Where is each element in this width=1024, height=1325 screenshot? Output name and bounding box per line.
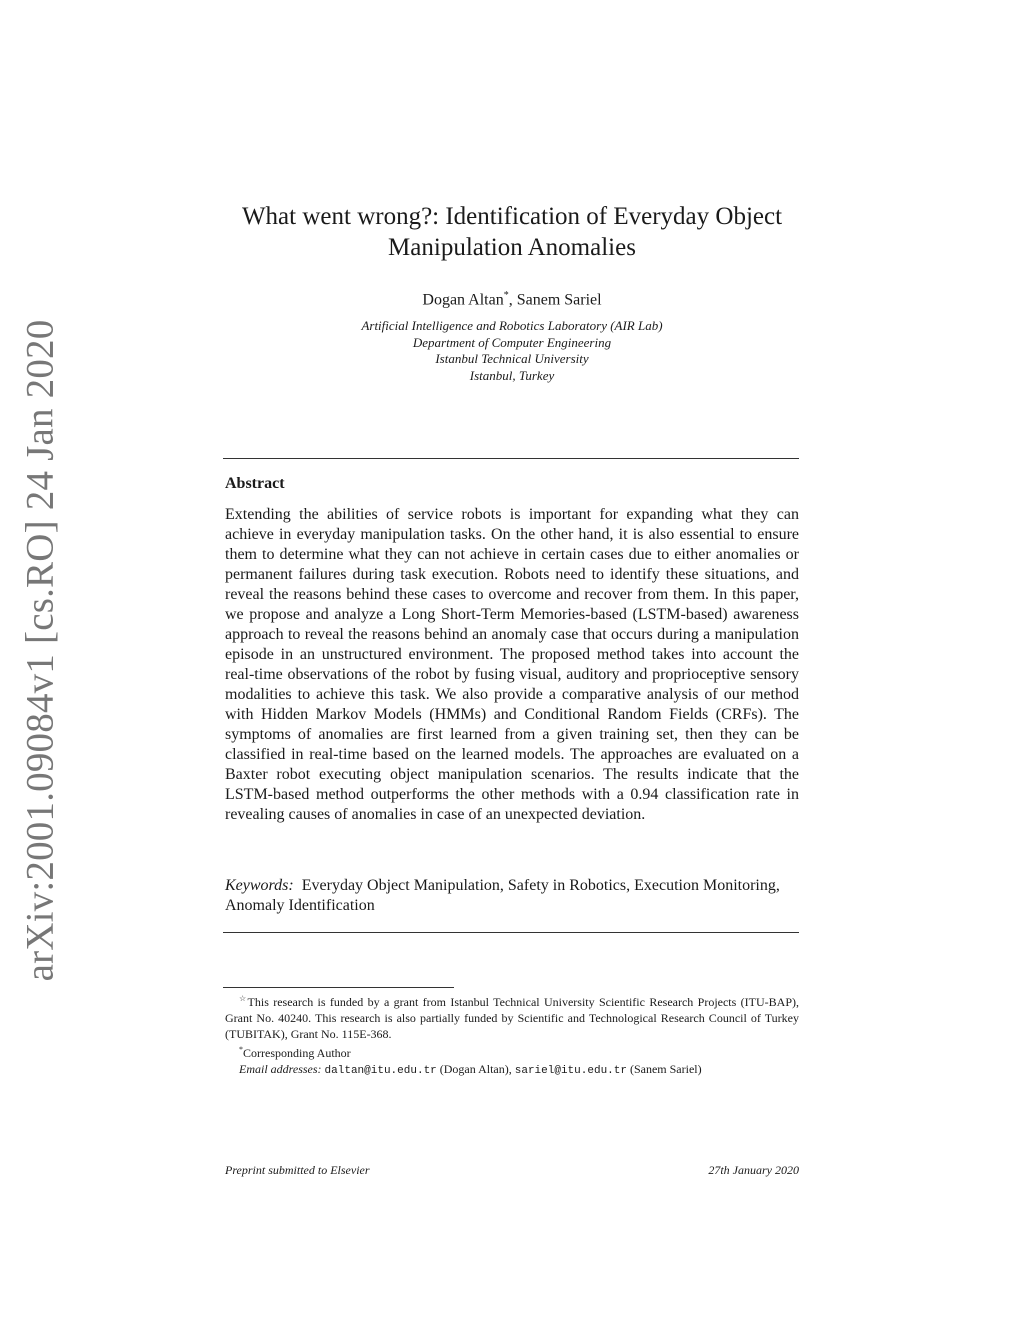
page-footer: [225, 1163, 799, 1178]
keywords: [225, 876, 799, 916]
corresponding-mark: *: [503, 290, 509, 301]
footnote-rule: [223, 987, 454, 988]
corresponding-footnote-mark: *: [239, 1045, 243, 1054]
email-label: Email addresses:: [239, 1062, 322, 1076]
title-line-2: Manipulation Anomalies: [388, 234, 636, 261]
abstract-bottom-rule: [223, 932, 799, 933]
affiliation-university: Istanbul Technical University: [435, 351, 589, 366]
email-name-1: (Dogan Altan),: [436, 1062, 515, 1076]
email-footnote: [225, 1061, 799, 1079]
funding-text: This research is funded by a grant from Istanbul Technical University Scientific Research Projects (ITU-BAP), Grant No. 40240. This research is also partially funded by Scientific and Technological Research Council of Turkey (TUBITAK), Grant No. 115E-368.: [225, 995, 799, 1041]
affiliation-block: [200, 318, 824, 384]
abstract-heading: Abstract: [225, 475, 285, 492]
author-separator: ,: [508, 291, 517, 309]
corresponding-footnote: [225, 1042, 799, 1061]
funding-mark: ☆: [239, 994, 248, 1003]
email-name-2: (Sanem Sariel): [626, 1062, 702, 1076]
corresponding-text: Corresponding Author: [243, 1046, 351, 1060]
arxiv-side-stamp: [14, 319, 66, 982]
email-link-1[interactable]: daltan@itu.edu.tr: [324, 1065, 437, 1077]
footnotes: [225, 991, 799, 1079]
abstract-top-rule: [223, 458, 799, 459]
funding-footnote: [225, 991, 799, 1042]
affiliation-lab: Artificial Intelligence and Robotics Laboratory (AIR Lab): [361, 318, 663, 333]
affiliation-location: Istanbul, Turkey: [469, 367, 555, 383]
affiliation-department: Department of Computer Engineering: [412, 334, 612, 350]
keywords-text: Everyday Object Manipulation, Safety in Robotics, Execution Monitoring, Anomaly Identification: [225, 877, 780, 914]
author-list: [200, 290, 824, 309]
keywords-label: Keywords:: [225, 877, 294, 894]
author-2: Sanem Sariel: [516, 291, 602, 309]
abstract-text: Extending the abilities of service robots is important for expanding what they can achieve in everyday manipulation tasks. On the other hand, it is also essential to ensure them to determine what they can not achieve in certain cases due to either anomalies or permanent failures during task execution. Robots need to identify these situations, and reveal the reasons behind these cases to overcome and recover from them. In this paper, we propose and analyze a Long Short-Term Memories-based (LSTM-based) awareness approach to reveal the reasons behind an anomaly case that occurs during a manipulation episode in an unstructured environment. The proposed method takes into account the real-time observations of the robot by fusing visual, auditory and proprioceptive sensory modalities to achieve this task. We also provide a comparative analysis of our method with Hidden Markov Models (HMMs) and Conditional Random Fields (CRFs). The symptoms of anomalies are first learned from a given training set, then they can be classified in real-time based on the learned models. The approaches are evaluated on a Baxter robot executing object manipulation scenarios. The results indicate that the LSTM-based method outperforms the other methods with a 0.94 classification rate in revealing causes of anomalies in case of an unexpected deviation.: [225, 506, 799, 823]
footer-date: 27th January 2020: [708, 1163, 799, 1177]
email-link-2[interactable]: sariel@itu.edu.tr: [514, 1065, 627, 1077]
title-line-1: What went wrong?: Identification of Everyday Object: [241, 203, 783, 230]
author-1: Dogan Altan: [422, 291, 504, 309]
paper-title: [200, 201, 824, 263]
footer-preprint: Preprint submitted to Elsevier: [225, 1163, 370, 1177]
arxiv-identifier: arXiv:2001.09084v1 [cs.RO] 24 Jan 2020: [18, 319, 62, 982]
